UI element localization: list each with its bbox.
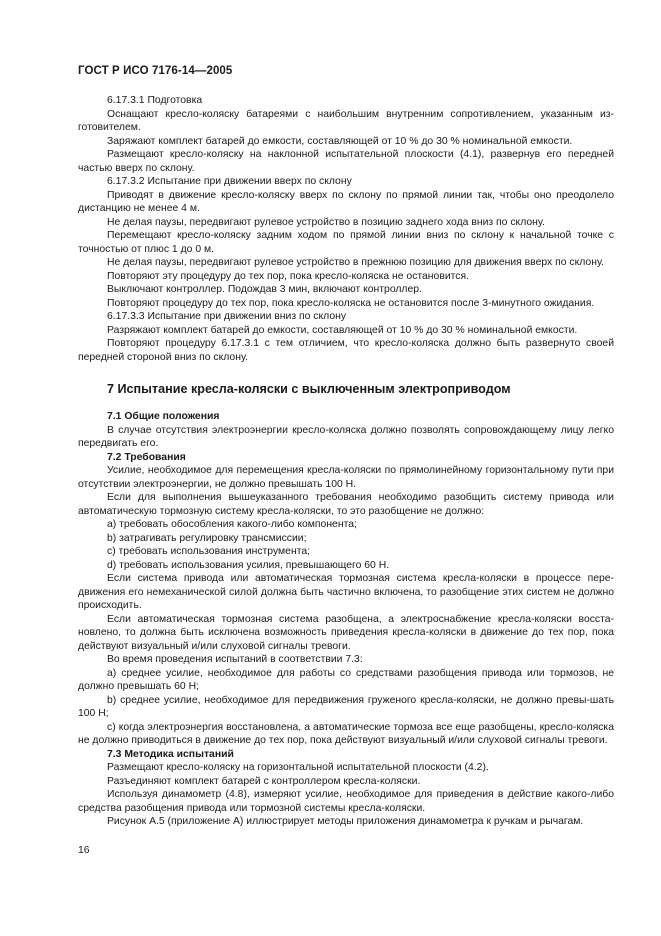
section-heading: 7 Испытание кресла-коляски с выключенным электроприводом: [107, 382, 511, 396]
paragraph: Размещают кресло-коляску на горизонтальной испытательной плоскости (4.2).: [107, 762, 489, 773]
paragraph: a) требовать обособления какого-либо компонента;: [107, 519, 357, 530]
page-number: 16: [78, 845, 90, 856]
subsection-heading: 7.1 Общие положения: [107, 411, 220, 422]
paragraph: Размещают кресло-коляску на наклонной испытательной плоскости (4.1), развернув его передней частью вверх по склону.: [78, 149, 614, 174]
paragraph: Если система привода или автоматическая тормозная система кресла-коляски в процессе пере-движения его немеханической силой должна быть частично включена, то разобщение этих систем не должно происходить.: [78, 573, 614, 611]
subsection-heading: 7.2 Требования: [107, 451, 186, 463]
paragraph: d) требовать использования усилия, превышающего 60 Н.: [107, 559, 390, 571]
paragraph: Используя динамометр (4.8), измеряют усилие, необходимое для приведения в действие какого-либо средства разобщения привода или тормозной системы кресла-коляски.: [78, 789, 614, 814]
document-body: [78, 94, 614, 829]
paragraph: Перемещают кресло-коляску задним ходом по прямой линии вниз по склону к начальной точке с точностью от плюс 1 до 0 м.: [78, 230, 614, 255]
paragraph: Заряжают комплект батарей до емкости, составляющей от 10 % до 30 % номинальной емкости.: [107, 135, 573, 147]
paragraph: a) среднее усилие, необходимое для работы со средствами разобщения привода или тормозов, не должно превышать 60 Н;: [78, 667, 614, 692]
paragraph: Повторяют процедуру до тех пор, пока кресло-коляска не остановится после 3-минутного ожидания.: [107, 297, 595, 309]
paragraph: Усилие, необходимое для перемещения кресла-коляски по прямолинейному горизонтальному пути при отсутствии электроэнергии, не должно превышать 100 Н.: [78, 465, 614, 490]
clause-heading: 6.17.3.3 Испытание при движении вниз по склону: [107, 311, 347, 322]
paragraph: Не делая паузы, передвигают рулевое устройство в прежнюю позицию для движения вверх по склону.: [107, 257, 604, 268]
paragraph: В случае отсутствия электроэнергии кресло-коляска должно позволять сопровождающему лицу легко передвигать его.: [78, 424, 614, 449]
paragraph: Повторяют процедуру 6.17.3.1 с тем отличием, что кресло-коляска должно быть развернуто своей передней стороной вниз по склону.: [78, 338, 614, 363]
paragraph: Оснащают кресло-коляску батареями с наибольшим внутренним сопротивлением, указанным из-готовителем.: [78, 108, 614, 133]
paragraph: Приводят в движение кресло-коляску вверх по склону по прямой линии так, чтобы оно преодолело дистанцию не менее 4 м.: [78, 189, 614, 214]
subsection-heading: 7.3 Методика испытаний: [107, 748, 234, 760]
paragraph: b) затрагивать регулировку трансмиссии;: [107, 532, 307, 544]
paragraph: Не делая паузы, передвигают рулевое устройство в позицию заднего хода вниз по склону.: [107, 216, 545, 228]
paragraph: Разряжают комплект батарей до емкости, составляющей от 10 % до 30 % номинальной емкости.: [107, 324, 578, 336]
paragraph: Если автоматическая тормозная система разобщена, а электроснабжение кресла-коляски восста-новлено, то должна быть исключена возможность приведения кресла-коляски в движение до тех пор, пока действуют визуальный и/или слуховой сигналы тревоги.: [78, 613, 614, 652]
paragraph: c) когда электроэнергия восстановлена, а автоматические тормоза все еще разобщены, кресло-коляска не должно приводиться в движение до тех пор, пока действуют визуальный и/или слуховой сигналы тревоги.: [78, 721, 614, 746]
paragraph: Разъединяют комплект батарей с контроллером кресла-коляски.: [107, 775, 421, 787]
paragraph: Выключают контроллер. Подождав 3 мин, включают контроллер.: [107, 284, 422, 295]
clause-heading: 6.17.3.1 Подготовка: [107, 95, 203, 106]
paragraph: Повторяют эту процедуру до тех пор, пока кресло-коляска не остановится.: [107, 270, 469, 282]
paragraph: b) среднее усилие, необходимое для передвижения груженого кресла-коляски, не должно превы-шать 100 Н;: [78, 694, 614, 719]
paragraph: Рисунок А.5 (приложение А) иллюстрирует методы приложения динамометра к ручкам и рычагам.: [107, 816, 584, 827]
paragraph: c) требовать использования инструмента;: [107, 546, 311, 557]
paragraph: Если для выполнения вышеуказанного требования необходимо разобщить систему привода или автоматическую тормозную систему кресла-коляски, то это разобщение не должно:: [78, 492, 614, 517]
document-header: ГОСТ Р ИСО 7176-14—2005: [78, 65, 233, 77]
paragraph: Во время проведения испытаний в соответствии 7.3:: [107, 654, 363, 665]
clause-heading: 6.17.3.2 Испытание при движении вверх по склону: [107, 176, 352, 187]
